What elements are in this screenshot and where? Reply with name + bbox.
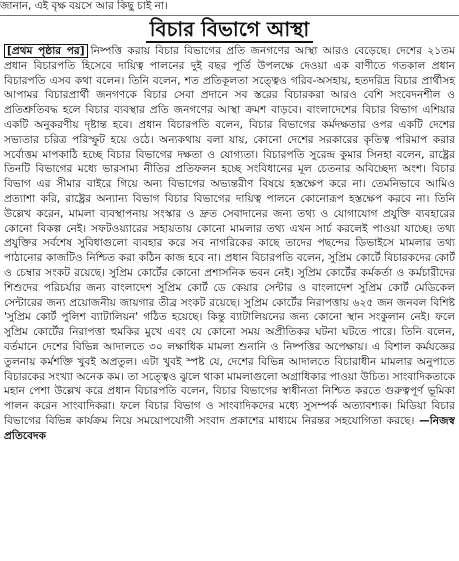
article-text: নিষ্পত্তি করায় বিচার বিভাগের প্রতি জনগণের আস্থা আরও বেড়েছে। দেশের ২১তম প্রধান বিচারপতি হিসেবে দায়িত্ব পালনের দুই বছর পূর্তি উপলক্ষে দেওয়া এক বাণীতে গতকাল প্রধান বিচারপতি এসব কথা বলেন। তিনি বলেন, শত প্রতিকূলতা সত্ত্বেও গরিব-অসহায়, হতদরিদ্র বিচার প্রার্থীসহ আপামর বিচারপ্রার্থী জনগণকে বিচার সেবা প্রদানে সব স্তরের বিচারকরা আরও বেশি সংবেদনশীল ও প্রতিশ্রুতিবদ্ধ হলে বিচার ব্যবস্থার প্রতি জনগণের আস্থা ক্রমশ বাড়বে। বাংলাদেশের বিচার বিভাগ এশিয়ার একটি অনুকরণীয় দৃষ্টান্ত হবে। প্রধান বিচারপতি বলেন, বিচার বিভাগের কর্মদক্ষতার ওপর একটি দেশের সভ্যতার চরিত্র পরিস্ফুট হয়ে ওঠে। অন্যকথায় বলা যায়, কোনো দেশের সরকারের কৃতিত্ব পরিমাপ করার সর্বোত্তম মাপকাঠি হচ্ছে বিচার বিভাগের দক্ষতা ও যোগ্যতা। বিচারপতি সুরেন্দ্র কুমার সিনহা বলেন, রাষ্ট্রের তিনটি বিভাগের মধ্যে ভারসাম্য নীতির প্রতিফলন হচ্ছে সংবিধানের মূল চেতনার অবিচ্ছেদ্য অংশ। বিচার বিভাগ এর সীমার বাইরে গিয়ে অন্য বিভাগের অভ্যন্তরীণ বিষয়ে হস্তক্ষেপ করে না। তেমনিভাবে আমিও প্রত্যাশা করি, রাষ্ট্রের অন্যান্য বিভাগ বিচার বিভাগের দায়িত্ব পালনে কোনোরূপ হস্তক্ষেপ করবে না। তিনি উল্লেখ করেন, মামলা ব্যবস্থাপনায় সংস্কার ও দ্রুত সেবাদানের জন্য তথ্য ও যোগাযোগ প্রযুক্তি ব্যবহারের কোনো বিকল্প নেই। সফটওয়্যারের সহায়তায় কোনো মামলার তথ্য এখন সার্চ করলেই পাওয়া যাচ্ছে। তথ্য প্রযুক্তির সর্বশেষ সুবিধাগুলো ব্যবহার করে সব নাগরিকের কাছে তাদের পছন্দের ডিভাইসে মামলার তথ্য পাঠানোর কাজটিও নিশ্চিত করা কঠিন কাজ হবে না। প্রধান বিচারপতি বলেন, সুপ্রিম কোর্টে বিচারকদের কোর্ট ও চেম্বার সংকট রয়েছে। সুপ্রিম কোর্টের কোনো প্রশাসনিক ভবন নেই। সুপ্রিম কোর্টের কর্মকর্তা ও কর্মচারীদের শিশুদের পরিচর্যার জন্য বাংলাদেশ সুপ্রিম কোর্ট ডে কেয়ার সেন্টার ও বাংলাদেশ সুপ্রিম কোর্ট মেডিকেল সেন্টারের জন্য প্রয়োজনীয় জায়গার তীব্র সংকট রয়েছে। সুপ্রিম কোর্টের নিরাপত্তায় ৬২৫ জন জনবল বিশিষ্ট 'সুপ্রিম কোর্ট পুলিশ ব্যাটালিয়ন' গঠিত হয়েছে। কিন্তু ব্যাটালিয়নের জন্য কোনো স্থান সংকুলান নেই। ফলে সুপ্রিম কোর্টের নিরাপত্তা হুমকির মুখে এবং যে কোনো সময় অপ্রীতিকর ঘটনা ঘটতে পারে। তিনি বলেন, বর্তমানে দেশের বিভিন্ন আদালতে ৩০ লক্ষাধিক মামলা শুনানি ও নিষ্পত্তির অপেক্ষায়। এ বিশাল কর্মযজ্ঞের তুলনায় কর্মশক্তি খুবই অপ্রতুল। এটা খুবই স্পষ্ট যে, দেশের বিভিন্ন আদালতে বিচারাধীন মামলার অনুপাতে বিচারকের সংখ্যা অনেক কম। তা সত্ত্বেও ঝুলে থাকা মামলাগুলো অগ্রাধিকার পাওয়া উচিত। সাংবাদিকতাকে মহান পেশা উল্লেখ করে প্রধান বিচারপতি বলেন, বিচার বিভাগের স্বাধীনতা নিশ্চিত করতে গুরুত্বপূর্ণ ভূমিকা পালন করেন সাংবাদিকরা। ফলে বিচার বিভাগ ও সাংবাদিকদের মধ্যে সুসম্পর্ক অত্যাবশ্যক। মিডিয়া বিচার বিভাগের বিভিন্ন কার্যক্রম নিয়ে সময়োপযোগী সংবাদ প্রকাশের মাধ্যমে নিরন্তর সহযোগিতা করছে। [4, 45, 455, 427]
article-body [4, 44, 455, 557]
headline-container [0, 17, 459, 43]
article-paragraph [4, 44, 455, 444]
previous-article-tail [0, 0, 459, 14]
byline: —নিজস্ব প্রতিবেদক [4, 414, 455, 442]
section-divider [0, 15, 459, 16]
article-headline: বিচার বিভাগে আস্থা [146, 17, 313, 43]
previous-article-text: জানান, এই বৃক্ষ বয়সে আর কিছু চাই না। [0, 0, 168, 12]
continued-tag: [প্রথম পৃষ্ঠার পর] [4, 44, 88, 58]
